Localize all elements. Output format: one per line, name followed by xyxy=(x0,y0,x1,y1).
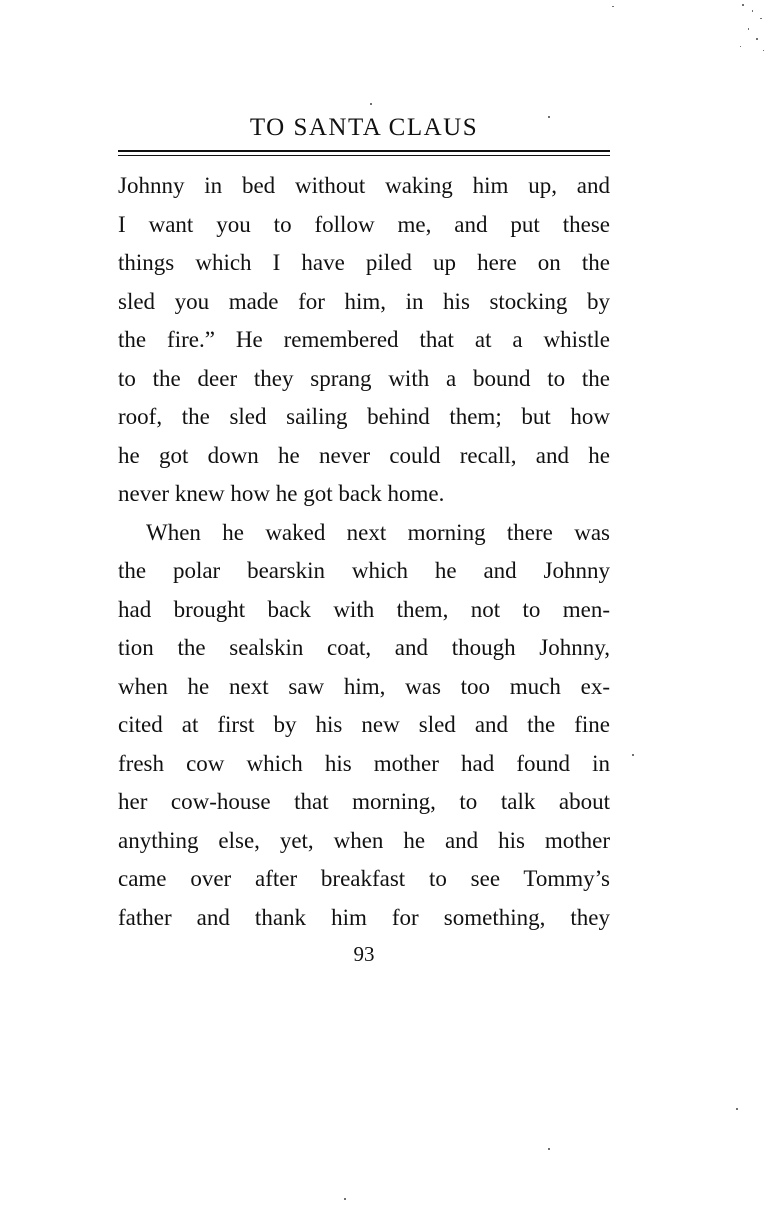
text-line: to the deer they sprang with a bound to the xyxy=(118,365,610,391)
text-line: came over after breakfast to see Tommy’s xyxy=(118,866,610,891)
scan-speck xyxy=(370,103,372,105)
text-line: had brought back with them, not to men- xyxy=(118,596,610,622)
running-title: TO SANTA CLAUS xyxy=(249,114,479,141)
text-line: I want you to follow me, and put these xyxy=(118,211,610,237)
text-line: fresh cow which his mother had found in xyxy=(118,750,610,776)
text-line: father and thank him for something, they xyxy=(118,904,610,930)
scan-speck xyxy=(632,754,634,756)
text-line: he got down he never could recall, and he xyxy=(118,442,610,468)
text-line: When he waked next morning there was xyxy=(146,519,610,545)
scan-speck xyxy=(612,6,614,7)
text-line: the polar bearskin which he and Johnny xyxy=(118,558,610,583)
text-line: things which I have piled up here on the xyxy=(118,250,610,275)
text-line: tion the sealskin coat, and though Johnny, xyxy=(118,635,610,660)
text-line: Johnny in bed without waking him up, and xyxy=(118,173,610,198)
scan-speck xyxy=(742,4,744,6)
scan-speck xyxy=(748,28,749,30)
text-line: her cow-house that morning, to talk about xyxy=(118,789,610,814)
scan-speck xyxy=(736,1108,738,1110)
text-line: cited at first by his new sled and the fine xyxy=(118,712,610,737)
text-line: anything else, yet, when he and his mother xyxy=(118,827,610,853)
scan-speck xyxy=(760,18,762,19)
text-line: never knew how he got back home. xyxy=(118,481,445,506)
page-number: 93 xyxy=(353,942,375,966)
scan-speck xyxy=(756,38,758,40)
header-double-rule xyxy=(118,150,610,156)
scan-speck xyxy=(752,10,753,12)
scan-speck xyxy=(548,116,550,118)
scan-speck xyxy=(740,46,741,47)
scan-speck xyxy=(548,1148,550,1150)
scan-speck xyxy=(763,50,764,51)
body-text xyxy=(118,167,610,937)
scan-speck xyxy=(344,1198,346,1200)
text-line: roof, the sled sailing behind them; but how xyxy=(118,404,610,429)
text-line: when he next saw him, was too much ex- xyxy=(118,673,610,699)
text-line: sled you made for him, in his stocking by xyxy=(118,288,610,314)
text-line: the fire.” He remembered that at a whistle xyxy=(118,327,610,352)
